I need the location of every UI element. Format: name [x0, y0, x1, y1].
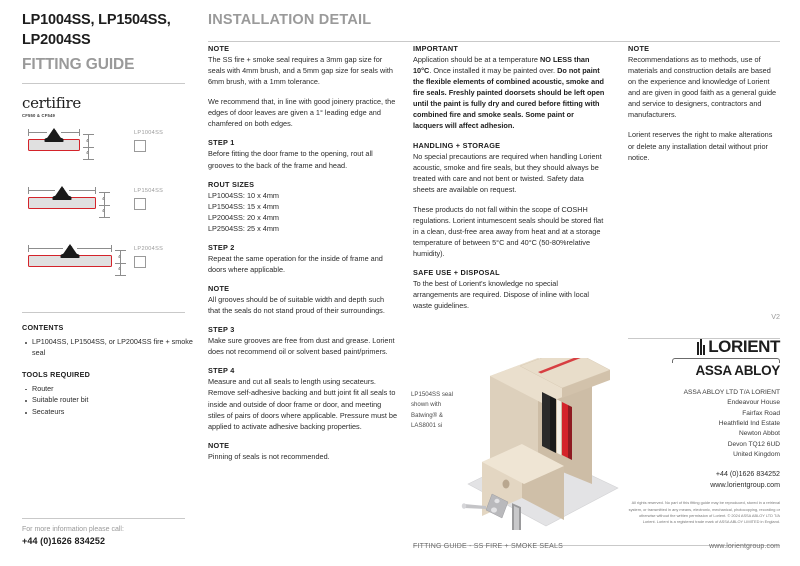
company-address: [628, 388, 780, 461]
rout-sizes-heading: ROUT SIZES: [208, 179, 255, 189]
assa-abloy-wordmark: ASSA ABLOY: [695, 363, 780, 378]
width-dimension-label: 20: [63, 245, 77, 250]
step-4-heading: STEP 4: [208, 366, 235, 376]
step-4-body: Measure and cut all seals to length using secateurs. Remove self-adhesive backing and butt joint fit all seals to inside and outside of door frame or door, and meeting stiles of pairs of doors where applicable. Pressure must be applied to activate adhesive backing properties.: [208, 377, 397, 431]
rout-size-entry: LP1004SS: 10 x 4mm: [208, 190, 279, 200]
door-frame-render: [460, 358, 620, 530]
seal-option-label: LP2004SS: [134, 246, 164, 252]
certifire-wordmark: certifire: [22, 94, 81, 112]
step-1-heading: STEP 1: [208, 138, 235, 148]
address-line: Endeavour House: [727, 399, 780, 407]
rout-sizes-list: [208, 190, 398, 234]
step-2-body: Repeat the same operation for the inside of frame and doors where applicable.: [208, 253, 383, 275]
seal-cross-section: [28, 128, 89, 155]
instructions-column-2: [413, 44, 605, 320]
important-text: Application should be at a temperature: [413, 55, 540, 64]
height-dimension-label: 4: [118, 266, 121, 271]
step-2-heading: STEP 2: [208, 242, 235, 252]
height-dimension-label: 4: [86, 150, 89, 155]
rout-size-entry: LP2504SS: 25 x 4mm: [208, 223, 279, 233]
seal-option-checkbox[interactable]: [134, 198, 146, 210]
important-emphasis: Do not paint the flexible elements of combined acoustic, smoke and fire seals. Freshly painted doorsets should be left open until the paint is fully dry and cured before fitting with combined fire and smoke seals. Some paint or lacquers will affect adhesion.: [413, 66, 605, 131]
tools-heading: TOOLS REQUIRED: [22, 369, 91, 379]
left-sidebar: [22, 10, 202, 429]
certifire-reference: CF550 & CF549: [22, 113, 56, 118]
seal-diagram-list: [22, 128, 202, 302]
contents-list: [22, 337, 202, 359]
height-dimension-label: 4: [86, 138, 89, 143]
address-line: United Kingdom: [733, 451, 780, 459]
seal-diagram-row: [22, 244, 202, 302]
height-dimension-label: 4: [118, 254, 121, 259]
seal-option[interactable]: [134, 246, 163, 268]
instructions-column-3: [628, 44, 780, 172]
height-dimension-label: 4: [102, 208, 105, 213]
address-line: Newton Abbot: [738, 430, 780, 438]
instructions-column-1: [208, 44, 398, 471]
note-paragraph: All grooves should be of suitable width and depth such that the seals do not stand proud of their surroundings.: [208, 295, 385, 316]
divider: [22, 518, 185, 519]
seal-diagram-row: [22, 186, 202, 244]
width-dimension-label: 10: [47, 129, 61, 134]
seal-option-checkbox[interactable]: [134, 140, 146, 152]
handling-paragraph: These products do not fall within the scope of COSHH regulations. Lorient intumescent seals should be stored flat in a clean, dust-free area away from heat and at a storage temperature of between 5°C and 40°C (50-80%relative humidity).: [413, 204, 604, 259]
note-heading: NOTE: [208, 284, 230, 294]
contact-block: [22, 518, 202, 546]
company-phone: +44 (0)1626 834252: [715, 469, 780, 478]
height-dimension: [82, 134, 96, 160]
step-3-body: Make sure grooves are free from dust and grease. Lorient does not recommend oil or solvent based paint/primers.: [208, 336, 395, 357]
seal-option[interactable]: [134, 130, 163, 152]
contact-lead-text: For more information please call:: [22, 526, 124, 533]
seal-cross-section: [28, 244, 121, 271]
safe-use-body: To the best of Lorient's knowledge no special arrangements are required. Dispose of inline with local waste guidelines.: [413, 279, 590, 311]
contents-heading: CONTENTS: [22, 323, 64, 332]
divider: [208, 41, 780, 42]
divider: [22, 312, 185, 313]
tools-list: [22, 384, 202, 418]
height-dimension-label: 4: [102, 196, 105, 201]
page-title: INSTALLATION DETAIL: [208, 12, 372, 28]
seal-option-label: LP1004SS: [134, 130, 164, 136]
document-version: V2: [771, 312, 780, 321]
seal-option[interactable]: [134, 188, 163, 210]
company-contact: [628, 469, 780, 492]
handling-storage-heading: HANDLING + STORAGE: [413, 140, 501, 150]
rout-size-entry: LP2004SS: 20 x 4mm: [208, 212, 279, 222]
handling-paragraph: No special precautions are required when handling Lorient acoustic, smoke and fire seals, but they should always be treated with care and not bent or twisted. Safety data sheets are available on request.: [413, 151, 602, 194]
note-paragraph: Lorient reserves the right to make alterations or delete any installation detail without prior notice.: [628, 130, 773, 162]
important-body: [413, 54, 605, 132]
seal-base: [28, 196, 105, 213]
safe-use-disposal-heading: SAFE USE + DISPOSAL: [413, 268, 500, 278]
brush-base-icon: [61, 253, 80, 258]
divider: [22, 83, 185, 84]
step-3-heading: STEP 3: [208, 325, 235, 335]
seal-base: [28, 138, 89, 155]
footer-website: www.lorientgroup.com: [709, 543, 780, 550]
tools-item: Suitable router bit: [32, 395, 202, 406]
seal-option-checkbox[interactable]: [134, 256, 146, 268]
seal-diagram-row: [22, 128, 202, 186]
tools-item: Secateurs: [32, 407, 202, 418]
note-paragraph: Recommendations as to methods, use of materials and construction details are based on the experience and knowledge of Lorient and are given in good faith as a general guide and service to designers, contractors and manufacturers.: [628, 55, 777, 120]
brush-base-icon: [53, 195, 72, 200]
certifire-logo: [22, 96, 202, 118]
address-line: Fairfax Road: [742, 409, 780, 417]
contact-phone-number: +44 (0)1626 834252: [22, 536, 106, 546]
important-text: . Once installed it may be painted over.: [429, 66, 558, 76]
width-dimension-label: 15: [55, 187, 69, 192]
brand-block: [628, 338, 780, 526]
lorient-bars-icon: [697, 339, 705, 355]
address-line: ASSA ABLOY LTD T/A LORIENT: [683, 388, 780, 396]
important-emphasis: NO LESS than 10°C: [413, 55, 590, 76]
illustration-caption: LP1504SS seal shown with Batwing® & LAS8001 si: [411, 391, 454, 430]
step-1-body: Before fitting the door frame to the opening, rout all grooves to the back of the frame and head.: [208, 149, 373, 170]
footer-document-label: FITTING GUIDE - SS FIRE + SMOKE SEALS: [413, 543, 563, 550]
company-website: www.lorientgroup.com: [710, 481, 780, 490]
seal-base: [28, 254, 121, 271]
seal-cross-section: [28, 186, 105, 213]
product-title: LP1004SS, LP1504SS, LP2004SS: [22, 12, 171, 48]
height-dimension: [114, 250, 128, 276]
seal-option-label: LP1504SS: [134, 188, 164, 194]
legal-notice: All rights reserved. No part of this fitting guide may be reproduced, stored in a retrieval system, or transmitted in any means, electronic, mechanical, photocopying, recording or otherwise without the written permission of Lorient. © 2024 ASSA ABLOY LTD T/A Lorient. Lorient is a registered trade mark of ASSA ABLOY LIMITED in England.: [628, 500, 780, 525]
height-dimension: [98, 192, 112, 218]
note-paragraph: We recommend that, in line with good joinery practice, the edges of door leaves are given a 1° leading edge and chamfered on both edges.: [208, 97, 396, 129]
product-illustration: [405, 358, 620, 530]
note-heading: NOTE: [208, 44, 230, 53]
note-heading: NOTE: [628, 44, 650, 53]
contents-item: LP1004SS, LP1504SS, or LP2004SS fire + smoke seal: [32, 337, 202, 359]
note-heading: NOTE: [208, 440, 230, 450]
note-paragraph: The SS fire + smoke seal requires a 3mm gap size for seals with 4mm brush, and a 5mm gap size for seals with 6mm brush, with a 1mm tolerance.: [208, 55, 393, 87]
lorient-wordmark: LORIENT: [708, 337, 780, 356]
brush-base-icon: [45, 137, 64, 142]
lorient-logo: [628, 338, 780, 355]
important-heading: IMPORTANT: [413, 44, 459, 53]
address-line: Heathfield Ind Estate: [718, 420, 780, 428]
note-paragraph: Pinning of seals is not recommended.: [208, 451, 330, 461]
tools-item: Router: [32, 384, 202, 395]
address-line: Devon TQ12 6UD: [727, 440, 780, 448]
guide-subtitle: FITTING GUIDE: [22, 56, 135, 73]
rout-size-entry: LP1504SS: 15 x 4mm: [208, 201, 279, 211]
